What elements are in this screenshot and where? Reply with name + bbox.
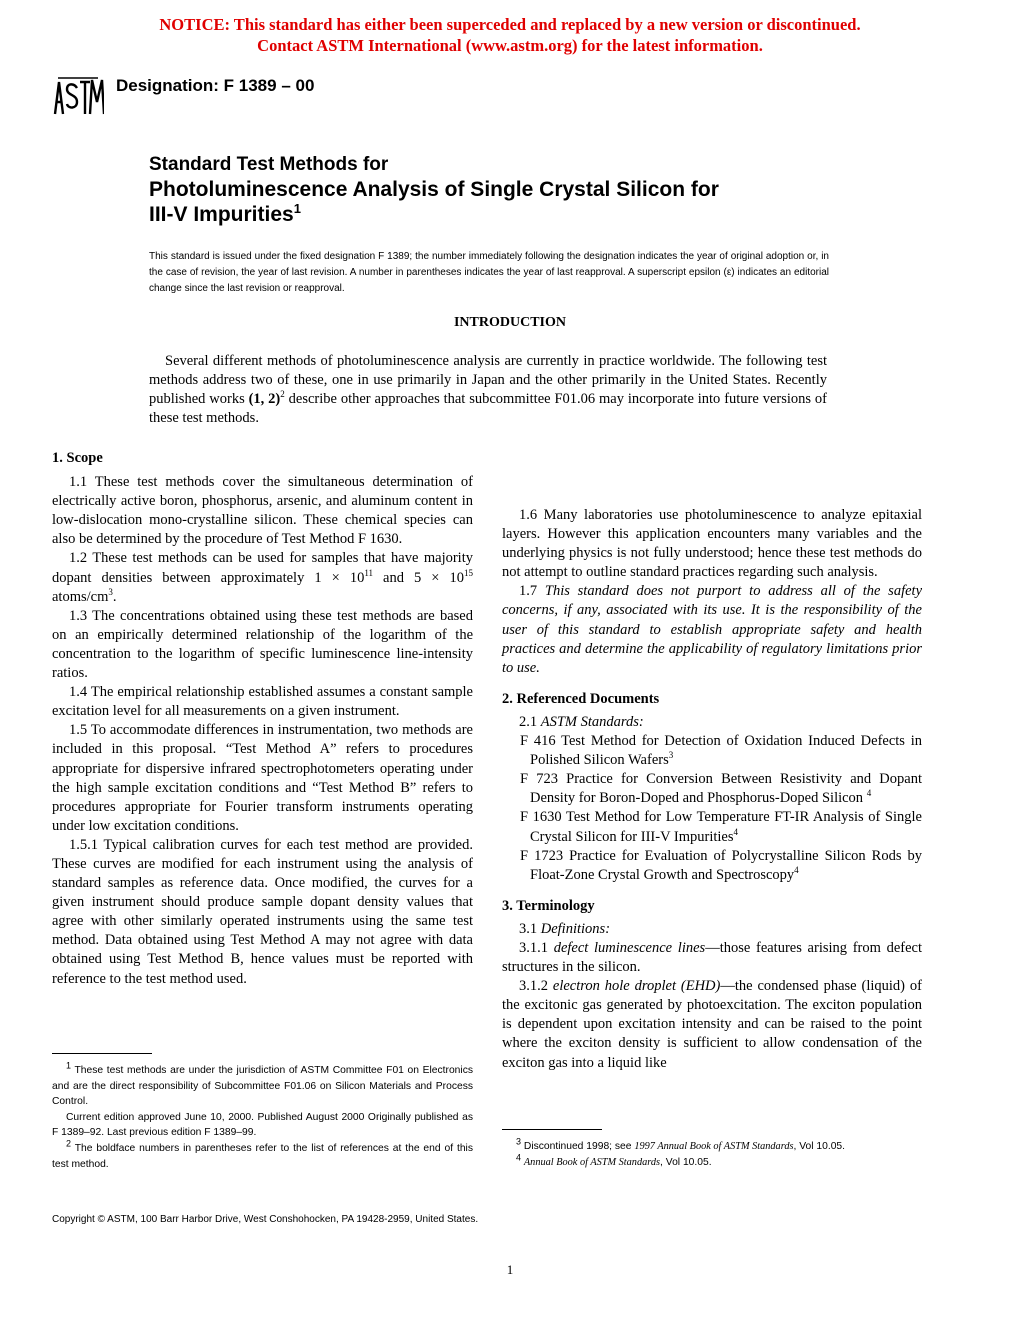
copyright: Copyright © ASTM, 100 Barr Harbor Drive, West Conshohocken, PA 19428-2959, United States.: [52, 1214, 479, 1225]
term-sub: Definitions:: [540, 920, 611, 937]
fn-text: These test methods are under the jurisdiction of ASTM Committee F01 on Electronics and are the direct responsibility of Subcommittee F01.06 on Silicon Materials and Process Control.: [52, 1065, 473, 1108]
exp-11: 11: [364, 567, 374, 578]
referenced-heading: 2. Referenced Documents: [502, 690, 660, 707]
fn-book: 1997 Annual Book of ASTM Standards: [634, 1141, 794, 1152]
superseded-notice: [0, 14, 1020, 56]
introduction-heading: INTRODUCTION: [453, 315, 566, 330]
footnote-3: [502, 1136, 922, 1155]
fn-vol: , Vol 10.05.: [793, 1141, 846, 1152]
footnote-rule-right: [502, 1129, 602, 1130]
para-1-2-c: atoms/cm: [52, 588, 109, 605]
exp-15: 15: [463, 567, 473, 578]
designation: Designation: F 1389 – 00: [116, 76, 315, 95]
ref-item-sup: 3: [668, 750, 674, 761]
para-1-2-d: .: [112, 588, 117, 605]
intro-refs: (1, 2): [248, 391, 281, 407]
footnotes-right: [502, 1136, 922, 1170]
fn-book: Annual Book of ASTM Standards: [523, 1156, 661, 1168]
ref-item-sup: 4: [794, 864, 799, 875]
document-title: [149, 152, 849, 227]
ref-sub-num: 2.1: [519, 713, 541, 730]
fn-mark: 2: [66, 1138, 72, 1149]
fn-text: Discontinued 1998; see: [521, 1141, 635, 1152]
para-1-1: 1.1 These test methods cover the simultaneous determination of electrically active boron, phosphorus, arsenic, and aluminum content in low-dislocation mono-crystalline silicon. These chemical species can also be determined by the procedure of Test Method F 1630.: [52, 474, 473, 548]
ref-item-sup: 4: [866, 788, 872, 799]
page-number: 1: [506, 1262, 514, 1277]
astm-standards-subheading: [502, 713, 922, 732]
para-1-2-b: and 5 × 10: [373, 569, 464, 586]
astm-logo: [52, 74, 104, 116]
notice-line-2: Contact ASTM International (www.astm.org) for the latest information.: [257, 36, 763, 55]
term-sub-num: 3.1: [519, 920, 541, 937]
def-term: defect luminescence lines: [553, 939, 706, 956]
def-num: 3.1.1: [519, 939, 554, 956]
footnote-2: [52, 1138, 473, 1172]
para-1-3: 1.3 The concentrations obtained using these test methods are based on an empirically determined relationship of the logarithm of the concentration to the logarithm of specific luminescence line-intensity ratios.: [52, 607, 473, 682]
definitions-subheading: [502, 920, 922, 939]
title-line-3: [149, 202, 849, 227]
issued-statement: This standard is issued under the fixed designation F 1389; the number immediately following the designation indicates the year of original adoption or, in the case of revision, the year of last revision. A number in parentheses indicates the year of last reapproval. A superscript epsilon (ε) indicates an editorial change since the last revision or reapproval.: [149, 251, 829, 294]
intro-text-a: Several different methods of photoluminescence analysis are currently in practice worldwide. The following test methods address two of these, one in use primarily in Japan and the other primarily in the United States. Recently published works: [149, 353, 827, 407]
ref-sub: ASTM Standards:: [540, 713, 644, 730]
intro-text-b: describe other approaches that subcommittee F01.06 may incorporate into future versions of these test methods.: [149, 391, 827, 426]
footnotes-left: [52, 1060, 473, 1172]
def-text: —those features arising from defect structures in the silicon.: [502, 939, 923, 976]
fn-mark: 3: [516, 1136, 522, 1147]
footnote-1b: Current edition approved June 10, 2000. Published August 2000 Originally published as F 1389–92. Last previous edition F 1389–99.: [52, 1111, 473, 1139]
footnote-4: [502, 1152, 922, 1171]
exp-3: 3: [108, 586, 113, 597]
terminology-heading: 3. Terminology: [502, 897, 595, 914]
definition-3-1-1: [502, 939, 922, 977]
ref-item-sup: 4: [733, 826, 739, 837]
ref-item-text: F 1723 Practice for Evaluation of Polycrystalline Silicon Rods by Float-Zone Crystal Growth and Spectroscopy: [520, 847, 922, 883]
intro-ref-sup: 2: [280, 389, 285, 400]
para-1-6: 1.6 Many laboratories use photoluminescence to analyze epitaxial layers. However this application encounters many variables and the underlying physics is not fully understood; hence these test methods do not attempt to outline standard practices regarding such analysis.: [502, 507, 922, 581]
footnote-rule-left: [52, 1053, 152, 1054]
def-term: electron hole droplet (EHD): [552, 978, 721, 995]
footnote-1: [52, 1060, 473, 1110]
def-num: 3.1.2: [519, 978, 553, 995]
scope-heading: 1. Scope: [52, 450, 103, 466]
ref-item-text: F 416 Test Method for Detection of Oxidation Induced Defects in Polished Silicon Wafers: [520, 733, 922, 769]
notice-line-1: NOTICE: This standard has either been superceded and replaced by a new version or discontinued.: [159, 15, 861, 34]
definition-3-1-2: [502, 977, 922, 1072]
ref-item: [502, 808, 922, 846]
title-line-1: Standard Test Methods for: [149, 154, 389, 175]
para-1-2-a: 1.2 These test methods can be used for samples that have majority dopant densities between approximately 1 × 10: [52, 550, 473, 586]
para-1-7-num: 1.7: [519, 583, 545, 600]
fn-mark: 4: [516, 1152, 522, 1163]
ref-item: [502, 847, 922, 885]
fn-vol: , Vol 10.05.: [660, 1156, 712, 1168]
ref-item-text: F 723 Practice for Conversion Between Resistivity and Dopant Density for Boron-Doped and Phosphorus-Doped Silicon: [520, 771, 922, 807]
para-1-2: [52, 549, 473, 606]
ref-item-text: F 1630 Test Method for Low Temperature FT-IR Analysis of Single Crystal Silicon for III-V Impurities: [520, 809, 922, 845]
right-column: [502, 506, 922, 1073]
ref-item: [502, 770, 922, 808]
para-1-4: 1.4 The empirical relationship established assumes a constant sample excitation level for all measurements on a given instrument.: [52, 684, 473, 720]
para-1-7-text: This standard does not purport to address all of the safety concerns, if any, associated with its use. It is the responsibility of the user of this standard to establish appropriate safety and health practices and determine the applicability of regulatory limitations prior to use.: [502, 583, 923, 676]
def-text: —the condensed phase (liquid) of the excitonic gas generated by photoexcitation. The exciton population is dependent upon excitation intensity and can be raised to the point where the exciton density is sufficient to allow condensation of the exciton gas into a liquid like: [502, 978, 922, 1071]
para-1-5-1: 1.5.1 Typical calibration curves for each test method are provided. These curves are modified for each instrument using the analysis of standard samples as reference data. Once modified, the curves for a given instrument should produce sample dopant density values that agree with other similarly operated instruments using the same test method. Data obtained using Test Method A may not agree with data obtained using Test Method B, hence values must be reported with reference to the test method used.: [52, 836, 473, 987]
fn-text: The boldface numbers in parentheses refer to the list of references at the end of this test method.: [52, 1142, 473, 1170]
fn-mark: 1: [66, 1060, 72, 1071]
para-1-7: [502, 582, 922, 677]
left-column: [52, 449, 473, 989]
title-line-3-text: III-V Impurities: [149, 203, 294, 226]
introduction-text: [149, 352, 827, 428]
title-footnote-mark: 1: [293, 201, 301, 216]
title-line-2: Photoluminescence Analysis of Single Crystal Silicon for: [149, 178, 719, 201]
ref-item: [502, 732, 922, 770]
para-1-5: 1.5 To accommodate differences in instrumentation, two methods are included in this proposal. “Test Method A” refers to procedures appropriate for dispersive infrared spectrophotometers operating under the high sample excitation conditions and “Test Method B” refers to procedures appropriate for Fourier transform instruments operating under low excitation conditions.: [52, 722, 473, 834]
